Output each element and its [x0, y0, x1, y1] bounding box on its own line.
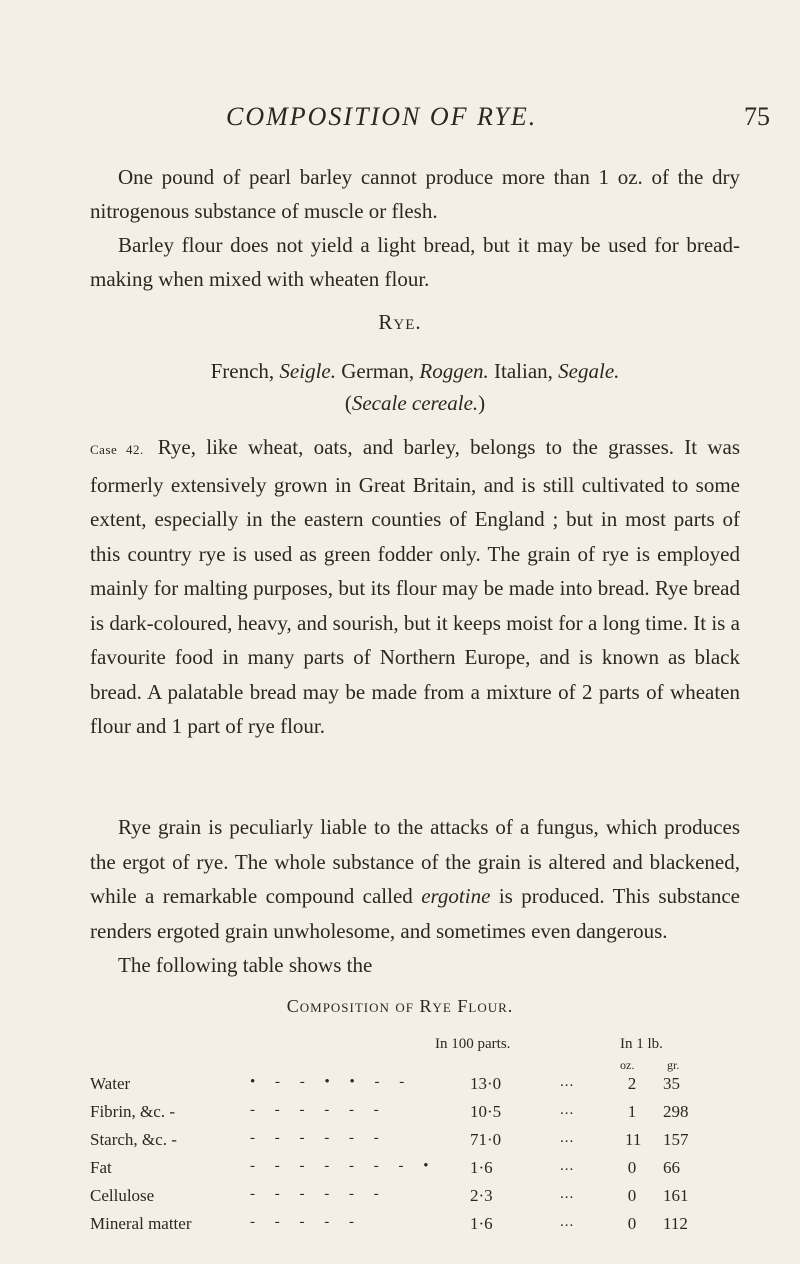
table-row: [90, 1130, 740, 1154]
rye-names: [90, 355, 740, 419]
name-seigle: Seigle.: [279, 359, 336, 383]
header-parts: In 100 parts.: [435, 1036, 511, 1052]
row-dots: - - - - -: [250, 1214, 362, 1230]
row-name: Fibrin, &c. -: [90, 1102, 175, 1121]
case-text: Rye, like wheat, oats, and barley, belongs to the grasses. It was formerly extensively grown in Great Britain, and is still cultivated to some extent, especially in the eastern counties of England ; but in most parts of this country rye is used as green fodder only. The grain of rye is employed mainly for malting purposes, but its flour may be made into bread. Rye bread is dark-coloured, heavy, and sourish, but it keeps moist for a long time. It is a favourite food in many parts of Northern Europe, and is known as black bread. A palatable bread may be made from a mixture of 2 parts of wheaten flour and 1 part of rye flour.: [90, 435, 740, 738]
row-dots: - - - - - -: [250, 1130, 387, 1146]
page-number: 75: [744, 102, 770, 131]
row-name: Fat: [90, 1158, 112, 1177]
row-ellipsis: ...: [560, 1214, 575, 1230]
table-row: [90, 1186, 740, 1210]
row-gr: 66: [663, 1158, 680, 1177]
intro-paragraphs: [90, 160, 740, 296]
row-oz: 11: [625, 1130, 642, 1149]
row-gr: 157: [663, 1130, 689, 1149]
header-gr: gr.: [667, 1058, 680, 1072]
row-parts: 10·5: [470, 1102, 502, 1121]
row-ellipsis: ...: [560, 1074, 575, 1090]
label-french: French,: [210, 359, 280, 383]
row-ellipsis: ...: [560, 1186, 575, 1202]
table-intro-line: The following table shows the: [118, 953, 373, 977]
rye-names-line: [90, 355, 740, 387]
name-segale: Segale.: [558, 359, 620, 383]
row-dots: • - - • • - -: [250, 1074, 413, 1090]
table-row: [90, 1102, 740, 1126]
name-roggen: Roggen.: [419, 359, 489, 383]
ergotine-term: ergotine: [421, 884, 491, 908]
ergot-text-after: is produced. This substance renders ergoted grain unwholesome, and sometimes even dangerous.: [90, 884, 741, 943]
latin-name: Secale cereale.: [351, 391, 479, 415]
row-parts: 1·6: [470, 1214, 493, 1233]
row-oz: 0: [627, 1214, 637, 1233]
row-dots: - - - - - -: [250, 1102, 387, 1118]
label-italian: Italian,: [488, 359, 559, 383]
section-heading: Rye.: [378, 310, 422, 334]
row-parts: 1·6: [470, 1158, 493, 1177]
header-oz: oz.: [620, 1058, 635, 1072]
paragraph-pearl-barley: One pound of pearl barley cannot produce more than 1 oz. of the dry nitrogenous substance of muscle or flesh.: [90, 165, 740, 223]
row-ellipsis: ...: [560, 1158, 575, 1174]
row-parts: 2·3: [470, 1186, 493, 1205]
row-gr: 112: [663, 1214, 688, 1233]
label-german: German,: [335, 359, 420, 383]
row-name: Mineral matter: [90, 1214, 192, 1233]
table-title: Composition of Rye Flour.: [286, 996, 514, 1016]
row-oz: 1: [627, 1102, 637, 1121]
row-name: Water: [90, 1074, 131, 1093]
row-oz: 2: [627, 1074, 637, 1093]
row-parts: 71·0: [470, 1130, 502, 1149]
page-header: [0, 100, 800, 140]
row-gr: 161: [663, 1186, 689, 1205]
latin-name-line: [90, 387, 740, 419]
row-gr: 35: [663, 1074, 680, 1093]
running-title: COMPOSITION OF RYE.: [226, 102, 538, 131]
ergot-text-before: Rye grain is peculiarly liable to the attacks of a fungus, which produces the ergot of rye. The whole substance of the grain is altered and blackened, while a remarkable compound called: [90, 815, 740, 908]
paren-close: ): [478, 391, 486, 415]
case-paragraph: [90, 430, 740, 744]
row-oz: 0: [627, 1158, 637, 1177]
row-oz: 0: [627, 1186, 637, 1205]
header-lb: In 1 lb.: [620, 1036, 663, 1052]
case-label: Case 42.: [90, 442, 144, 457]
row-gr: 298: [663, 1102, 689, 1121]
table-row: [90, 1074, 740, 1098]
paren-open: (: [344, 391, 352, 415]
row-name: Cellulose: [90, 1186, 155, 1205]
ergot-paragraph: [90, 810, 740, 983]
table-row: [90, 1158, 740, 1182]
row-ellipsis: ...: [560, 1102, 575, 1118]
ergot-text: [90, 810, 740, 948]
row-dots: - - - - - - - •: [250, 1158, 437, 1174]
paragraph-barley-flour: Barley flour does not yield a light bread, but it may be used for bread-making when mixed with wheaten flour.: [90, 233, 740, 291]
row-ellipsis: ...: [560, 1130, 575, 1146]
table-row: [90, 1214, 740, 1238]
row-parts: 13·0: [470, 1074, 502, 1093]
row-dots: - - - - - -: [250, 1186, 387, 1202]
row-name: Starch, &c. -: [90, 1130, 177, 1149]
